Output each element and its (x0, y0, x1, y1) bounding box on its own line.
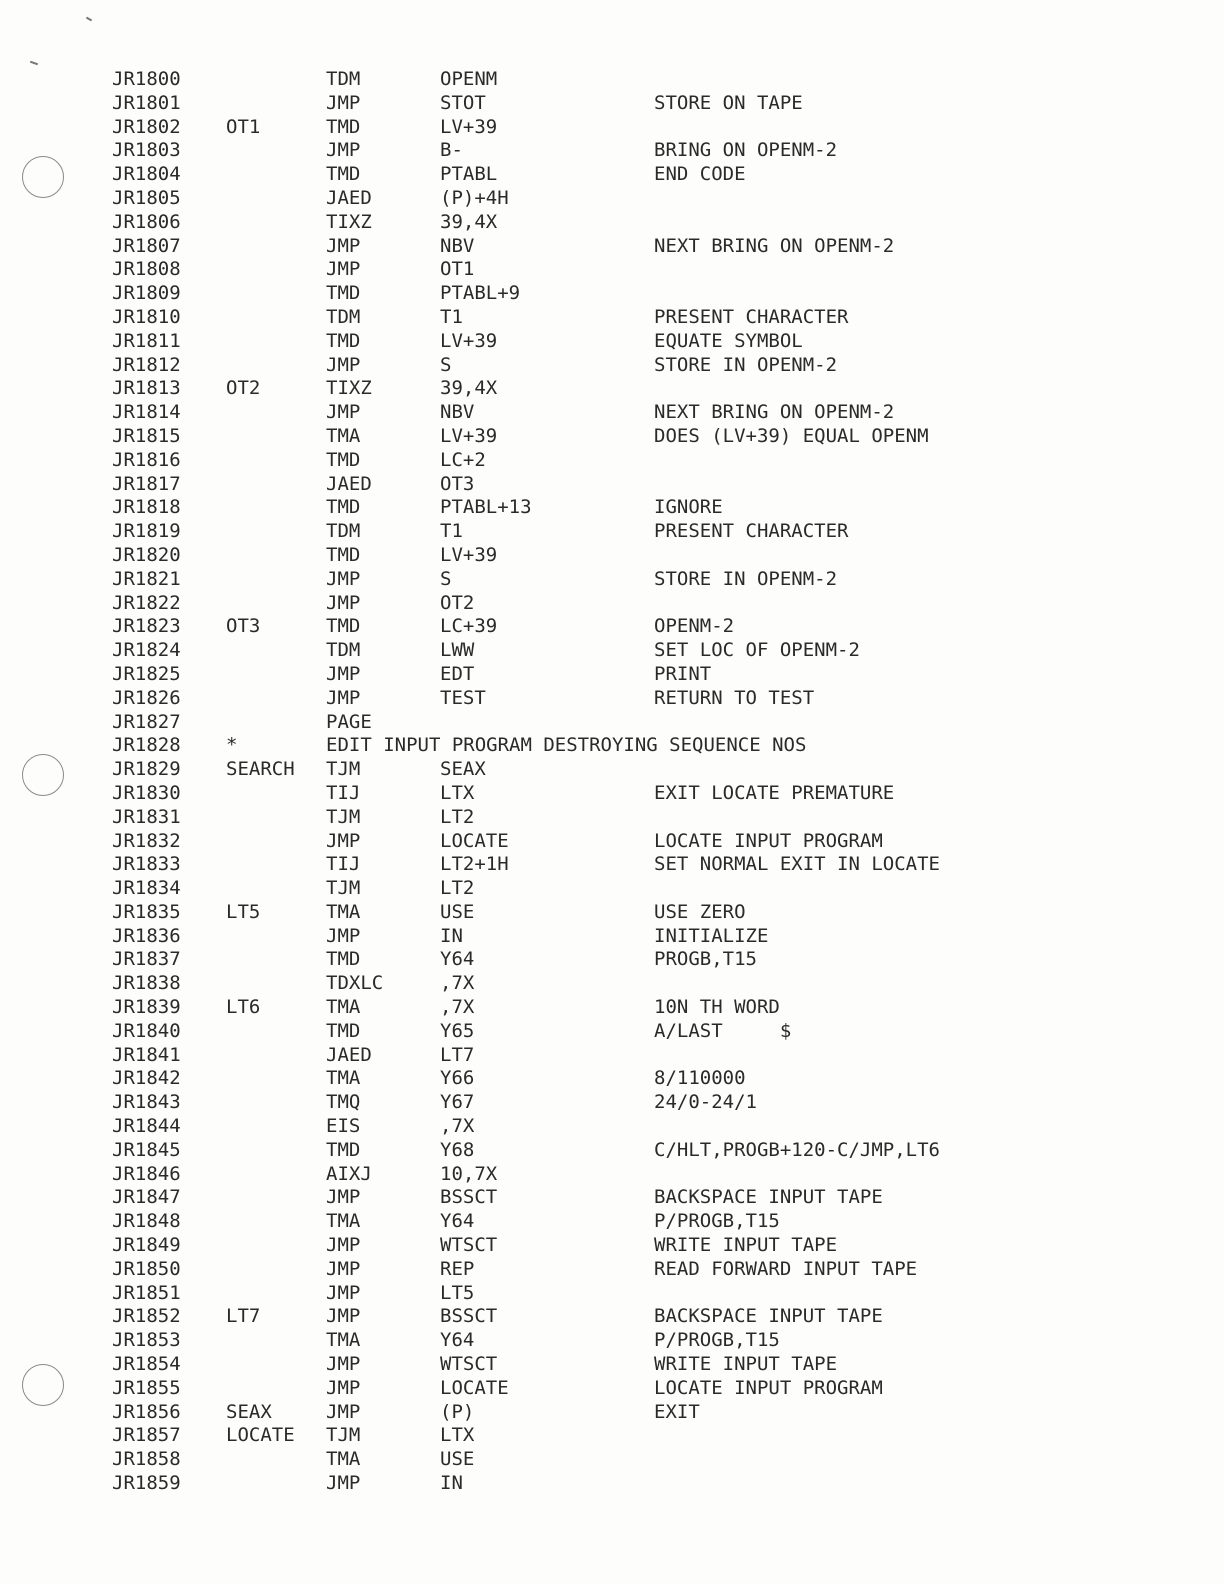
opcode-field: JMP (326, 1353, 361, 1376)
sequence-number: JR1811 (112, 329, 181, 352)
opcode-field: TIXZ (326, 377, 372, 400)
sequence-number: JR1827 (112, 710, 181, 733)
operand-field: 39,4X (440, 377, 498, 400)
sequence-number: JR1815 (112, 424, 181, 447)
operand-field: EDT (440, 662, 475, 685)
operand-field: LT7 (440, 1043, 475, 1066)
sequence-number: JR1814 (112, 401, 181, 424)
opcode-field: TMA (326, 1329, 361, 1352)
operand-field: TEST (440, 686, 486, 709)
operand-field: LTX (440, 781, 475, 804)
operand-field: S (440, 353, 452, 376)
label-field: SEARCH (226, 758, 295, 781)
comment-field: PRESENT CHARACTER (654, 520, 849, 543)
operand-field: OT3 (440, 472, 475, 495)
operand-field: Y68 (440, 1138, 475, 1161)
comment-field: BACKSPACE INPUT TAPE (654, 1186, 883, 1209)
sequence-number: JR1826 (112, 686, 181, 709)
comment-field: EXIT LOCATE PREMATURE (654, 781, 895, 804)
sequence-number: JR1838 (112, 972, 181, 995)
operand-field: LV+39 (440, 329, 498, 352)
opcode-field: TJM (326, 877, 361, 900)
opcode-field: TIJ (326, 781, 361, 804)
opcode-field: TMD (326, 282, 361, 305)
opcode-field: TMD (326, 448, 361, 471)
sequence-number: JR1840 (112, 1019, 181, 1042)
opcode-field: TMA (326, 996, 361, 1019)
comment-field: NEXT BRING ON OPENM-2 (654, 401, 895, 424)
sequence-number: JR1805 (112, 186, 181, 209)
operand-field: B- (440, 139, 463, 162)
operand-field: T1 (440, 305, 463, 328)
sequence-number: JR1807 (112, 234, 181, 257)
sequence-number: JR1810 (112, 305, 181, 328)
comment-field: WRITE INPUT TAPE (654, 1234, 838, 1257)
opcode-field: AIXJ (326, 1162, 372, 1185)
opcode-field: JMP (326, 924, 361, 947)
sequence-number: JR1817 (112, 472, 181, 495)
smudge-mark-icon (30, 61, 38, 66)
operand-field: BSSCT (440, 1186, 498, 1209)
sequence-number: JR1839 (112, 996, 181, 1019)
operand-field: USE (440, 900, 475, 923)
operand-field: WTSCT (440, 1234, 498, 1257)
comment-field: READ FORWARD INPUT TAPE (654, 1257, 918, 1280)
sequence-number: JR1808 (112, 258, 181, 281)
operand-field: Y66 (440, 1067, 475, 1090)
opcode-field: TMD (326, 329, 361, 352)
operand-field: LC+2 (440, 448, 486, 471)
opcode-field: TMQ (326, 1091, 361, 1114)
operand-field: T1 (440, 520, 463, 543)
sequence-number: JR1820 (112, 543, 181, 566)
operand-field: Y64 (440, 948, 475, 971)
comment-field: EXIT (654, 1400, 700, 1423)
sequence-number: JR1833 (112, 853, 181, 876)
opcode-field: TMA (326, 1067, 361, 1090)
comment-field: USE ZERO (654, 900, 746, 923)
operand-field: Y64 (440, 1329, 475, 1352)
opcode-field: TJM (326, 1424, 361, 1447)
opcode-field: TMA (326, 1448, 361, 1471)
comment-field: DOES (LV+39) EQUAL OPENM (654, 424, 929, 447)
opcode-field: TMD (326, 948, 361, 971)
label-field: OT3 (226, 615, 261, 638)
sequence-number: JR1830 (112, 781, 181, 804)
comment-field: 8/110000 (654, 1067, 746, 1090)
operand-field: LC+39 (440, 615, 498, 638)
opcode-field: JMP (326, 1186, 361, 1209)
sequence-number: JR1806 (112, 210, 181, 233)
comment-field: EQUATE SYMBOL (654, 329, 803, 352)
comment-field: SET LOC OF OPENM-2 (654, 639, 860, 662)
operand-field: (P) (440, 1400, 475, 1423)
operand-field: (P)+4H (440, 186, 509, 209)
sequence-number: JR1836 (112, 924, 181, 947)
opcode-field: TMD (326, 496, 361, 519)
comment-field: STORE IN OPENM-2 (654, 353, 838, 376)
comment-field: SET NORMAL EXIT IN LOCATE (654, 853, 940, 876)
opcode-field: EIS (326, 1115, 361, 1138)
opcode-field: JMP (326, 1400, 361, 1423)
comment-field: PRINT (654, 662, 712, 685)
sequence-number: JR1809 (112, 282, 181, 305)
opcode-field: JMP (326, 234, 361, 257)
label-field: LT5 (226, 900, 261, 923)
opcode-field: JMP (326, 662, 361, 685)
operand-field: OPENM (440, 68, 498, 90)
operand-field: USE (440, 1448, 475, 1471)
label-field: LOCATE (226, 1424, 295, 1447)
opcode-field: TIXZ (326, 210, 372, 233)
comment-field: C/HLT,PROGB+120-C/JMP,LT6 (654, 1138, 940, 1161)
sequence-number: JR1802 (112, 115, 181, 138)
label-field: SEAX (226, 1400, 272, 1423)
sequence-number: JR1852 (112, 1305, 181, 1328)
sequence-number: JR1837 (112, 948, 181, 971)
operand-field: PTABL (440, 163, 498, 186)
opcode-field: TDM (326, 639, 361, 662)
opcode-field: JMP (326, 1257, 361, 1280)
sequence-number: JR1823 (112, 615, 181, 638)
operand-field: LV+39 (440, 424, 498, 447)
operand-field: LT5 (440, 1281, 475, 1304)
sequence-number: JR1854 (112, 1353, 181, 1376)
sequence-number: JR1816 (112, 448, 181, 471)
sequence-number: JR1855 (112, 1376, 181, 1399)
sequence-number: JR1844 (112, 1115, 181, 1138)
opcode-field: JMP (326, 829, 361, 852)
label-field: OT1 (226, 115, 261, 138)
opcode-field: TMD (326, 1019, 361, 1042)
operand-field: REP (440, 1257, 475, 1280)
operand-field: OT2 (440, 591, 475, 614)
opcode-field: TMD (326, 543, 361, 566)
sequence-number: JR1825 (112, 662, 181, 685)
label-field: LT6 (226, 996, 261, 1019)
comment-field: STORE ON TAPE (654, 91, 803, 114)
sequence-number: JR1843 (112, 1091, 181, 1114)
operand-field: ,7X (440, 996, 475, 1019)
smudge-mark-icon (86, 17, 92, 22)
operand-field: S (440, 567, 452, 590)
opcode-field: TMA (326, 1210, 361, 1233)
opcode-field: TDXLC (326, 972, 384, 995)
opcode-field: TJM (326, 758, 361, 781)
opcode-field: JMP (326, 1472, 361, 1495)
sequence-number: JR1858 (112, 1448, 181, 1471)
sequence-number: JR1847 (112, 1186, 181, 1209)
opcode-field: PAGE (326, 710, 372, 733)
comment-field: INITIALIZE (654, 924, 769, 947)
comment-field: 10N TH WORD (654, 996, 780, 1019)
opcode-field: TDM (326, 68, 361, 90)
sequence-number: JR1821 (112, 567, 181, 590)
opcode-field: JMP (326, 567, 361, 590)
sequence-number: JR1856 (112, 1400, 181, 1423)
opcode-field: TIJ (326, 853, 361, 876)
punch-hole-icon (22, 754, 64, 796)
sequence-number: JR1818 (112, 496, 181, 519)
sequence-number: JR1831 (112, 805, 181, 828)
label-field: OT2 (226, 377, 261, 400)
sequence-number: JR1841 (112, 1043, 181, 1066)
opcode-field: JMP (326, 401, 361, 424)
operand-field: STOT (440, 91, 486, 114)
opcode-field: JMP (326, 591, 361, 614)
comment-field: P/PROGB,T15 (654, 1210, 780, 1233)
operand-field: 39,4X (440, 210, 498, 233)
opcode-field: TMD (326, 1138, 361, 1161)
sequence-number: JR1859 (112, 1472, 181, 1495)
opcode-field: JMP (326, 1305, 361, 1328)
operand-field: IN (440, 1472, 463, 1495)
operand-field: BSSCT (440, 1305, 498, 1328)
sequence-number: JR1819 (112, 520, 181, 543)
opcode-field: JMP (326, 1376, 361, 1399)
opcode-field: JAED (326, 1043, 372, 1066)
sequence-number: JR1857 (112, 1424, 181, 1447)
opcode-field: JMP (326, 258, 361, 281)
sequence-number: JR1851 (112, 1281, 181, 1304)
opcode-field: TMD (326, 615, 361, 638)
opcode-field: JMP (326, 91, 361, 114)
comment-field: BRING ON OPENM-2 (654, 139, 838, 162)
comment-field: BACKSPACE INPUT TAPE (654, 1305, 883, 1328)
punch-hole-icon (22, 1364, 64, 1406)
operand-field: LV+39 (440, 115, 498, 138)
sequence-number: JR1835 (112, 900, 181, 923)
comment-field: WRITE INPUT TAPE (654, 1353, 838, 1376)
sequence-number: JR1846 (112, 1162, 181, 1185)
sequence-number: JR1803 (112, 139, 181, 162)
operand-field: Y64 (440, 1210, 475, 1233)
sequence-number: JR1822 (112, 591, 181, 614)
opcode-field: JAED (326, 472, 372, 495)
comment-field: IGNORE (654, 496, 723, 519)
operand-field: WTSCT (440, 1353, 498, 1376)
operand-field: LOCATE (440, 829, 509, 852)
comment-field: END CODE (654, 163, 746, 186)
opcode-field: TDM (326, 305, 361, 328)
opcode-field: TMA (326, 900, 361, 923)
operand-field: LT2+1H (440, 853, 509, 876)
comment-field: PROGB,T15 (654, 948, 757, 971)
opcode-field: JMP (326, 1234, 361, 1257)
operand-field: Y67 (440, 1091, 475, 1114)
operand-field: OT1 (440, 258, 475, 281)
sequence-number: JR1800 (112, 68, 181, 90)
opcode-field: JMP (326, 686, 361, 709)
sequence-number: JR1850 (112, 1257, 181, 1280)
sequence-number: JR1829 (112, 758, 181, 781)
operand-field: LT2 (440, 805, 475, 828)
comment-field: LOCATE INPUT PROGRAM (654, 829, 883, 852)
opcode-field: JMP (326, 1281, 361, 1304)
operand-field: LV+39 (440, 543, 498, 566)
sequence-number: JR1853 (112, 1329, 181, 1352)
operand-field: LT2 (440, 877, 475, 900)
sequence-number: JR1824 (112, 639, 181, 662)
comment-field: STORE IN OPENM-2 (654, 567, 838, 590)
operand-field: LTX (440, 1424, 475, 1447)
operand-field: 10,7X (440, 1162, 498, 1185)
label-field: * (226, 734, 238, 757)
operand-field: PTABL+13 (440, 496, 532, 519)
operand-field: PTABL+9 (440, 282, 521, 305)
sequence-number: JR1834 (112, 877, 181, 900)
sequence-number: JR1849 (112, 1234, 181, 1257)
opcode-field: TMD (326, 115, 361, 138)
comment-field: OPENM-2 (654, 615, 735, 638)
opcode-field: TMD (326, 163, 361, 186)
sequence-number: JR1848 (112, 1210, 181, 1233)
comment-field: PRESENT CHARACTER (654, 305, 849, 328)
operand-field: SEAX (440, 758, 486, 781)
comment-field: P/PROGB,T15 (654, 1329, 780, 1352)
punch-hole-icon (22, 156, 64, 198)
label-field: LT7 (226, 1305, 261, 1328)
operand-field: NBV (440, 401, 475, 424)
comment-field: A/LAST $ (654, 1019, 792, 1042)
opcode-field: JMP (326, 139, 361, 162)
sequence-number: JR1842 (112, 1067, 181, 1090)
operand-field: NBV (440, 234, 475, 257)
operand-field: Y65 (440, 1019, 475, 1042)
sequence-number: JR1801 (112, 91, 181, 114)
operand-field: IN (440, 924, 463, 947)
operand-field: LWW (440, 639, 475, 662)
operand-field: ,7X (440, 972, 475, 995)
opcode-field: TDM (326, 520, 361, 543)
sequence-number: JR1813 (112, 377, 181, 400)
opcode-field: TJM (326, 805, 361, 828)
opcode-field: TMA (326, 424, 361, 447)
sequence-number: JR1832 (112, 829, 181, 852)
sequence-number: JR1828 (112, 734, 181, 757)
operand-field: LOCATE (440, 1376, 509, 1399)
sequence-number: JR1812 (112, 353, 181, 376)
opcode-field: JAED (326, 186, 372, 209)
comment-field: RETURN TO TEST (654, 686, 815, 709)
opcode-field: JMP (326, 353, 361, 376)
comment-field: 24/0-24/1 (654, 1091, 757, 1114)
opcode-field: EDIT INPUT PROGRAM DESTROYING SEQUENCE NOS (326, 734, 807, 757)
sequence-number: JR1845 (112, 1138, 181, 1161)
comment-field: NEXT BRING ON OPENM-2 (654, 234, 895, 257)
sequence-number: JR1804 (112, 163, 181, 186)
comment-field: LOCATE INPUT PROGRAM (654, 1376, 883, 1399)
operand-field: ,7X (440, 1115, 475, 1138)
